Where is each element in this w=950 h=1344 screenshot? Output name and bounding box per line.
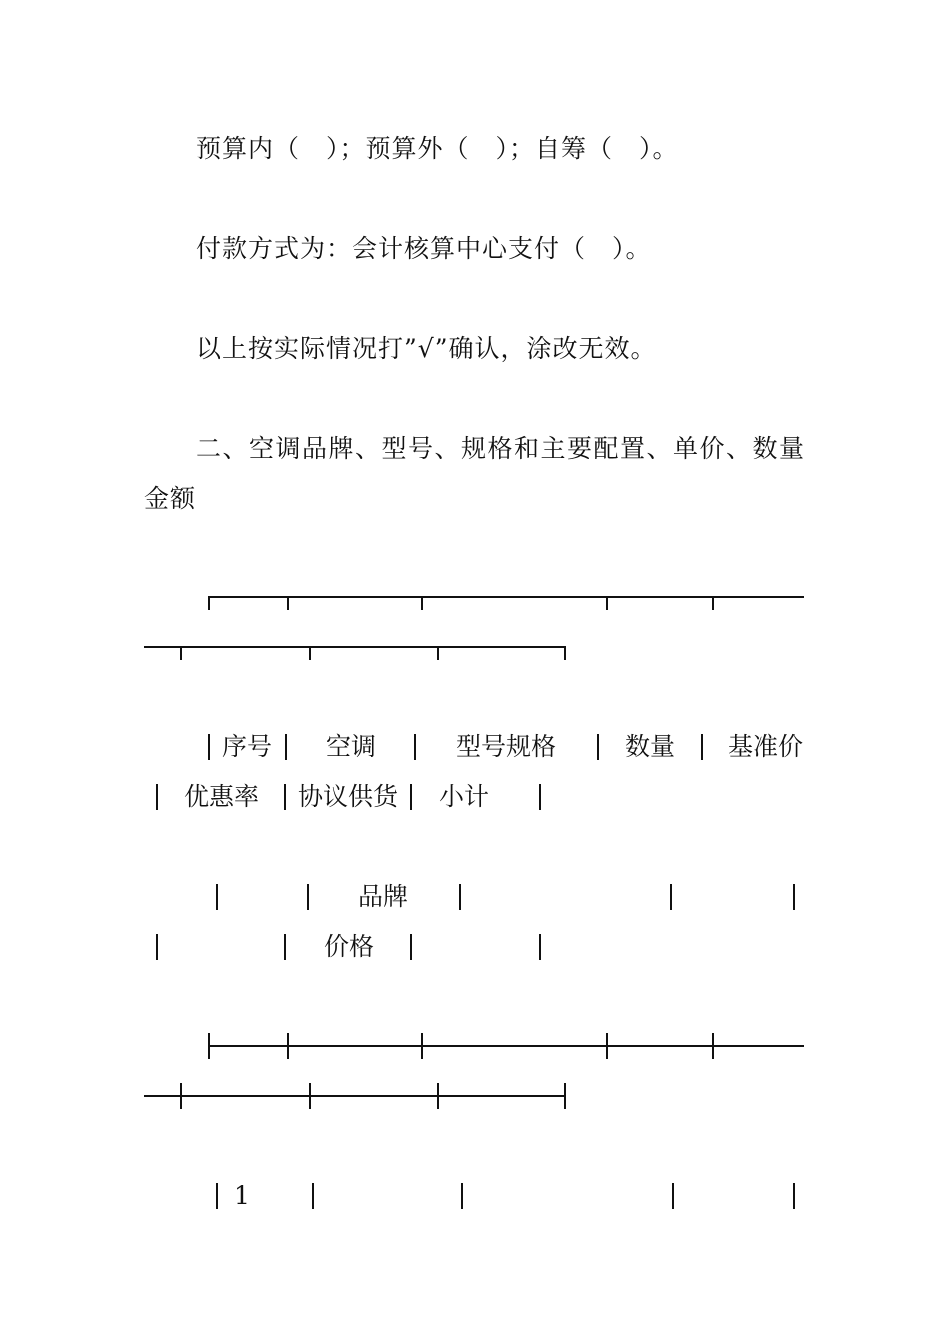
header-cell-no: 序号: [222, 732, 273, 761]
section-title: 二、空调品牌、型号、规格和主要配置、单价、数量: [196, 434, 806, 463]
header-cell-agreed-price: 价格: [324, 932, 375, 961]
payment-line: 付款方式为：会计核算中心支付（ ）。: [196, 234, 652, 263]
header-cell-agreed: 协议供货: [298, 782, 399, 811]
section-title-continued: 金额: [144, 484, 197, 513]
confirm-line: 以上按实际情况打”√”确认，涂改无效。: [196, 334, 657, 363]
header-cell-discount: 优惠率: [184, 782, 260, 811]
header-cell-base-price: 基准价: [728, 732, 804, 761]
header-cell-subtotal: 小计: [439, 782, 490, 811]
header-cell-ac: 空调: [326, 732, 377, 761]
budget-line: 预算内（ ）；预算外（ ）；自筹（ ）。: [196, 134, 679, 163]
row-number: 1: [234, 1181, 250, 1210]
header-cell-ac-brand: 品牌: [358, 882, 409, 911]
header-cell-qty: 数量: [625, 732, 676, 761]
header-cell-model: 型号规格: [456, 732, 557, 761]
